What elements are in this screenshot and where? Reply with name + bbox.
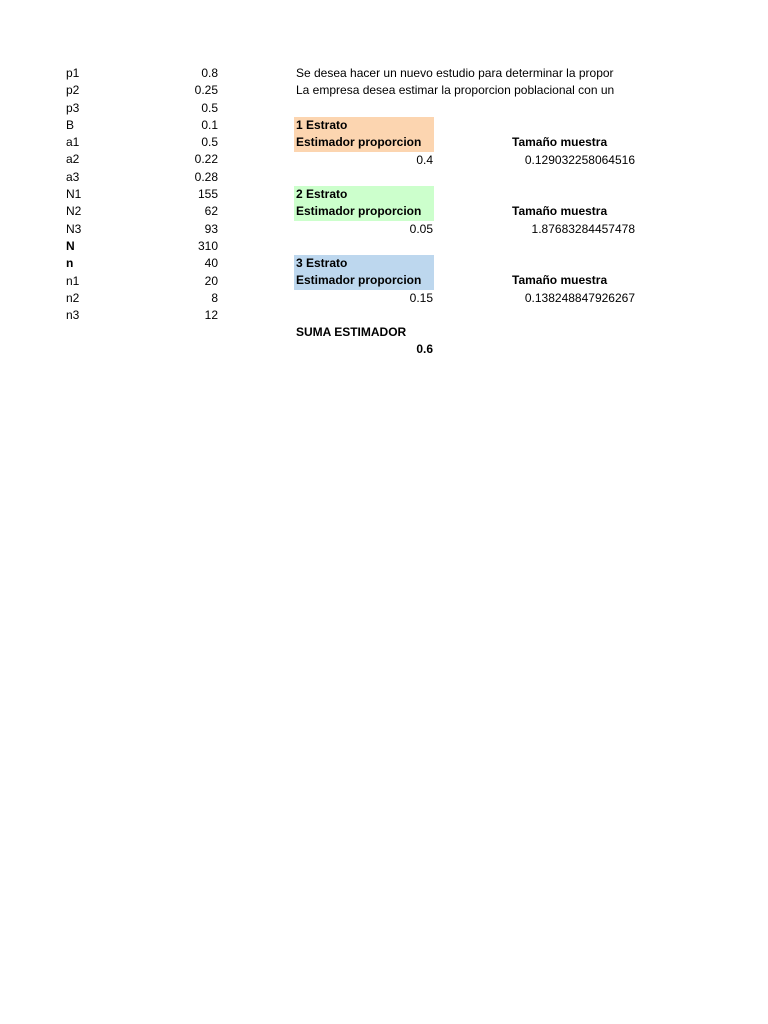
param-value: 0.5 [201,100,218,115]
param-row [66,100,218,117]
param-row [66,117,218,134]
param-row [66,290,218,307]
problem-description [296,65,637,100]
stratum-2-block [294,186,640,238]
stratum-1-estimator-value: 0.4 [416,152,433,167]
stratum-1-estimator-label: Estimador proporcion [294,134,434,151]
param-row [66,273,218,290]
param-name: n [66,256,74,271]
stratum-3-sample-label: Tamaño muestra [512,273,608,288]
param-value: 0.1 [201,117,218,132]
stratum-2-estimator-label: Estimador proporcion [294,203,434,220]
stratum-1-block [294,117,640,169]
stratum-2-sample-value: 1.87683284457478 [531,221,635,236]
param-name: N2 [66,204,82,219]
param-name: B [66,117,75,132]
param-value: 8 [211,290,218,305]
param-name: n1 [66,273,80,288]
param-value: 155 [197,187,218,202]
parameter-table [66,65,218,324]
sum-label: SUMA ESTIMADOR [296,325,407,339]
param-value: 93 [204,221,218,236]
param-row [66,169,218,186]
param-row [66,203,218,220]
param-row [66,151,218,168]
param-name: a2 [66,152,80,167]
param-value: 0.28 [194,169,218,184]
param-value: 62 [204,204,218,219]
param-name: p1 [66,66,80,80]
stratum-3-sample-value: 0.138248847926267 [524,290,635,305]
param-row [66,65,218,82]
param-value: 0.22 [194,152,218,167]
stratum-1-title: 1 Estrato [294,117,434,134]
param-row [66,82,218,99]
param-value: 0.25 [194,83,218,98]
param-name: n2 [66,290,80,305]
param-value: 0.8 [201,66,218,80]
stratum-1-sample-value: 0.129032258064516 [524,152,635,167]
param-name: N3 [66,221,82,236]
param-row [66,221,218,238]
description-line-1: Se desea hacer un nuevo estudio para determinar la propor [296,66,614,80]
param-name: n3 [66,308,80,323]
param-name: p3 [66,100,80,115]
description-line-2: La empresa desea estimar la proporcion poblacional con un [296,83,615,98]
stratum-3-title: 3 Estrato [294,255,434,272]
stratum-3-estimator-label: Estimador proporcion [294,272,434,289]
param-row [66,255,218,272]
param-row [66,238,218,255]
param-row [66,186,218,203]
param-value: 12 [204,308,218,323]
param-name: a3 [66,169,80,184]
param-value: 0.5 [201,135,218,150]
stratum-2-title: 2 Estrato [294,186,434,203]
stratum-3-block [294,255,640,307]
sum-value: 0.6 [416,342,433,357]
param-name: N [66,238,75,253]
stratum-2-estimator-value: 0.05 [409,221,433,236]
param-value: 40 [204,256,218,271]
param-row [66,134,218,151]
param-name: p2 [66,83,80,98]
param-value: 20 [204,273,218,288]
param-name: a1 [66,135,80,150]
stratum-2-sample-label: Tamaño muestra [512,204,608,219]
param-value: 310 [197,238,218,253]
param-name: N1 [66,187,82,202]
stratum-1-sample-label: Tamaño muestra [512,135,608,150]
stratum-3-estimator-value: 0.15 [409,290,433,305]
param-row [66,307,218,324]
sum-block [296,324,436,359]
